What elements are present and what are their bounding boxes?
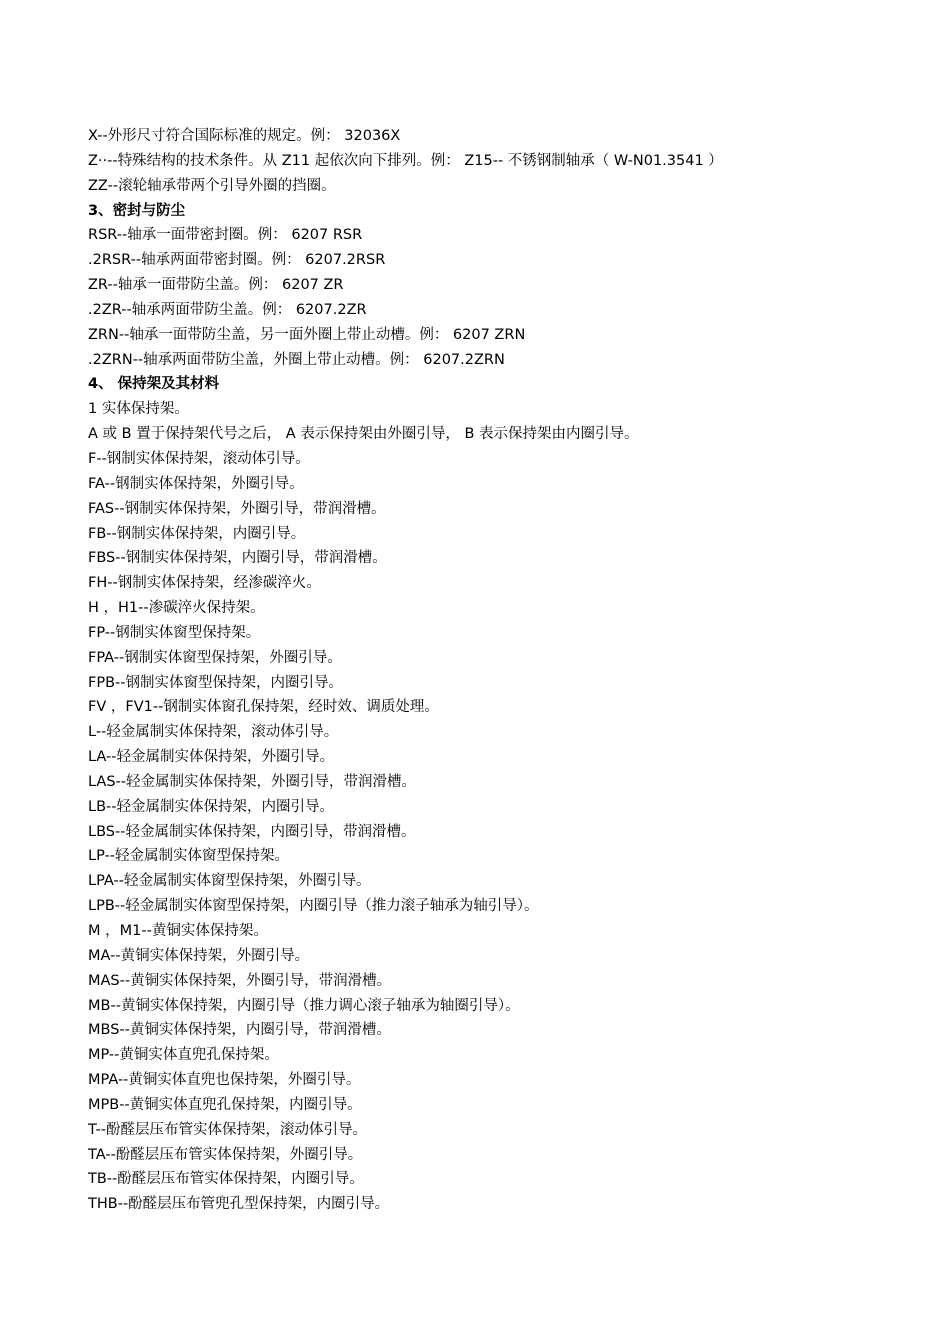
text-line: LAS--轻金属制实体保持架，外圈引导，带润滑槽。 [88, 773, 416, 790]
text-line: 1 实体保持架。 [88, 401, 189, 418]
text-line: FAS--钢制实体保持架，外圈引导，带润滑槽。 [88, 500, 386, 517]
text-line: FB--钢制实体保持架，内圈引导。 [88, 525, 306, 542]
text-line: TA--酚醛层压布管实体保持架，外圈引导。 [88, 1146, 363, 1163]
text-line: LB--轻金属制实体保持架，内圈引导。 [88, 798, 334, 815]
text-line: H ，H1--渗碳淬火保持架。 [88, 600, 265, 617]
text-line: M ，M1--黄铜实体保持架。 [88, 923, 268, 939]
text-line: FA--钢制实体保持架，外圈引导。 [88, 475, 304, 492]
text-line: FH--钢制实体保持架，经渗碳淬火。 [88, 575, 321, 592]
text-line: FPA--钢制实体窗型保持架，外圈引导。 [88, 649, 342, 666]
text-line: TB--酚醛层压布管实体保持架，内圈引导。 [88, 1171, 364, 1188]
text-line: ZRN--轴承一面带防尘盖，另一面外圈上带止动槽。例： 6207 ZRN [88, 326, 526, 343]
text-line: L--轻金属制实体保持架，滚动体引导。 [88, 724, 339, 741]
text-line: F--钢制实体保持架，滚动体引导。 [88, 450, 310, 467]
text-line: MA--黄铜实体保持架，外圈引导。 [88, 947, 310, 964]
text-line: Z··--特殊结构的技术条件。从 Z11 起依次向下排列。例： Z15-- 不锈钢制轴承（ W-N01.3541 ） [88, 152, 723, 169]
text-line: FV ，FV1--钢制实体窗孔保持架，经时效、调质处理。 [88, 699, 439, 716]
document-body [88, 124, 888, 1217]
section-heading: 3、密封与防尘 [88, 202, 186, 219]
text-line: FP--钢制实体窗型保持架。 [88, 624, 261, 641]
text-line: FBS--钢制实体保持架，内圈引导，带润滑槽。 [88, 550, 387, 567]
text-line: ZZ--滚轮轴承带两个引导外圈的挡圈。 [88, 177, 336, 194]
text-line: T--酚醛层压布管实体保持架，滚动体引导。 [88, 1121, 367, 1138]
text-line: MBS--黄铜实体保持架，内圈引导，带润滑槽。 [88, 1022, 391, 1039]
text-line: A 或 B 置于保持架代号之后， A 表示保持架由外圈引导， B 表示保持架由内圈引导。 [88, 426, 639, 443]
text-line: MAS--黄铜实体保持架，外圈引导，带润滑槽。 [88, 972, 392, 989]
text-line: RSR--轴承一面带密封圈。例： 6207 RSR [88, 227, 363, 244]
text-line: MP--黄铜实体直兜孔保持架。 [88, 1047, 279, 1064]
text-line: MB--黄铜实体保持架，内圈引导（推力调心滚子轴承为轴圈引导）。 [88, 997, 520, 1014]
text-line: LPB--轻金属制实体窗型保持架，内圈引导（推力滚子轴承为轴引导）。 [88, 898, 539, 915]
text-line: MPB--黄铜实体直兜孔保持架，内圈引导。 [88, 1096, 362, 1113]
text-line: .2ZR--轴承两面带防尘盖。例： 6207.2ZR [88, 301, 367, 318]
text-line: .2ZRN--轴承两面带防尘盖，外圈上带止动槽。例： 6207.2ZRN [88, 351, 505, 368]
text-line: .2RSR--轴承两面带密封圈。例： 6207.2RSR [88, 252, 386, 269]
text-line: LPA--轻金属制实体窗型保持架，外圈引导。 [88, 873, 371, 890]
section-heading: 4、 保持架及其材料 [88, 376, 220, 393]
text-line: X--外形尺寸符合国际标准的规定。例： 32036X [88, 128, 401, 144]
text-line: LBS--轻金属制实体保持架，内圈引导，带润滑槽。 [88, 823, 416, 840]
text-line: LA--轻金属制实体保持架，外圈引导。 [88, 749, 334, 766]
text-line: MPA--黄铜实体直兜也保持架，外圈引导。 [88, 1072, 361, 1089]
text-line: LP--轻金属制实体窗型保持架。 [88, 848, 289, 865]
text-line: ZR--轴承一面带防尘盖。例： 6207 ZR [88, 277, 344, 294]
text-line: FPB--钢制实体窗型保持架，内圈引导。 [88, 674, 343, 691]
text-line: THB--酚醛层压布管兜孔型保持架，内圈引导。 [88, 1196, 390, 1213]
